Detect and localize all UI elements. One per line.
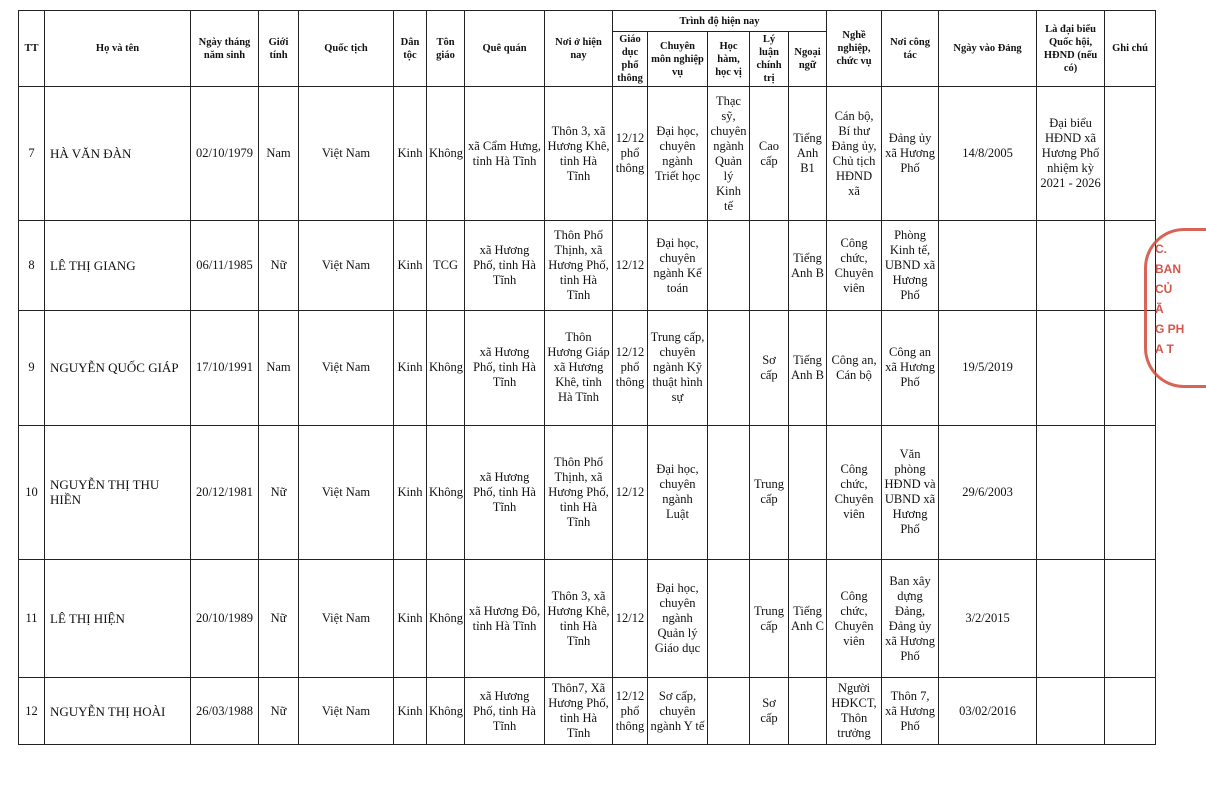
cell-dob: 02/10/1979 [191,87,259,221]
cell-nationality: Việt Nam [299,221,394,311]
cell-residence: Thôn Phố Thịnh, xã Hương Phố, tỉnh Hà Tĩnh [545,425,613,559]
cell-delegate: Đại biểu HĐND xã Hương Phố nhiệm kỳ 2021 - 2026 [1037,87,1105,221]
cell-ethnicity: Kinh [394,425,427,559]
cell-occupation: Người HĐKCT, Thôn trưởng [827,678,882,745]
cell-nationality: Việt Nam [299,87,394,221]
cell-academic-title [708,678,750,745]
cell-delegate [1037,311,1105,425]
cell-political-theory [750,221,789,311]
cell-party-date: 14/8/2005 [939,87,1037,221]
cell-academic-title: Thạc sỹ, chuyên ngành Quản lý Kinh tế [708,87,750,221]
header-nationality: Quốc tịch [299,11,394,87]
cell-note [1105,678,1156,745]
cell-name: NGUYỄN THỊ HOÀI [45,678,191,745]
header-residence: Nơi ở hiện nay [545,11,613,87]
cell-dob: 20/10/1989 [191,559,259,677]
cell-general-education: 12/12 [613,559,648,677]
header-general-education: Giáo dục phổ thông [613,32,648,87]
cell-residence: Thôn Phố Thịnh, xã Hương Phố, tỉnh Hà Tĩnh [545,221,613,311]
cell-dob: 26/03/1988 [191,678,259,745]
cell-specialty: Đại học, chuyên ngành Quản lý Giáo dục [648,559,708,677]
header-academic-title: Học hàm, học vị [708,32,750,87]
cell-note [1105,87,1156,221]
seal-text: G PH [1155,322,1185,336]
seal-text: CỦ [1155,282,1173,296]
cell-occupation: Công chức, Chuyên viên [827,221,882,311]
cell-specialty: Đại học, chuyên ngành Triết học [648,87,708,221]
cell-foreign-language [789,678,827,745]
seal-text: Ã [1155,302,1164,316]
cell-name: NGUYỄN THỊ THU HIỀN [45,425,191,559]
header-workplace: Nơi công tác [882,11,939,87]
cell-tt: 11 [19,559,45,677]
candidate-roster-table [18,10,1156,745]
cell-nationality: Việt Nam [299,559,394,677]
cell-political-theory: Sơ cấp [750,678,789,745]
header-occupation: Nghề nghiệp, chức vụ [827,11,882,87]
cell-specialty: Đại học, chuyên ngành Kế toán [648,221,708,311]
cell-nationality: Việt Nam [299,425,394,559]
cell-tt: 12 [19,678,45,745]
cell-dob: 17/10/1991 [191,311,259,425]
cell-ethnicity: Kinh [394,678,427,745]
cell-academic-title [708,559,750,677]
cell-religion: Không [427,678,465,745]
header-education-group: Trình độ hiện nay [613,11,827,32]
cell-ethnicity: Kinh [394,221,427,311]
cell-gender: Nữ [259,678,299,745]
cell-hometown: xã Hương Phố, tỉnh Hà Tĩnh [465,311,545,425]
cell-hometown: xã Hương Phố, tỉnh Hà Tĩnh [465,425,545,559]
cell-specialty: Sơ cấp, chuyên ngành Y tế [648,678,708,745]
cell-party-date [939,221,1037,311]
cell-foreign-language: Tiếng Anh B [789,311,827,425]
cell-name: LÊ THỊ GIANG [45,221,191,311]
cell-specialty: Đại học, chuyên ngành Luật [648,425,708,559]
cell-note [1105,559,1156,677]
roster-body [19,87,1156,745]
cell-religion: Không [427,425,465,559]
cell-name: HÀ VĂN ĐÀN [45,87,191,221]
seal-text: BAN [1155,262,1181,276]
cell-tt: 8 [19,221,45,311]
cell-hometown: xã Hương Phố, tỉnh Hà Tĩnh [465,678,545,745]
cell-workplace: Ban xây dựng Đảng, Đảng ủy xã Hương Phố [882,559,939,677]
header-tt: TT [19,11,45,87]
cell-occupation: Cán bộ, Bí thư Đảng ủy, Chủ tịch HĐND xã [827,87,882,221]
cell-delegate [1037,425,1105,559]
cell-academic-title [708,311,750,425]
cell-tt: 7 [19,87,45,221]
cell-workplace: Phòng Kinh tế, UBND xã Hương Phố [882,221,939,311]
cell-note [1105,425,1156,559]
cell-occupation: Công chức, Chuyên viên [827,425,882,559]
table-row [19,425,1156,559]
cell-occupation: Công an, Cán bộ [827,311,882,425]
table-row [19,221,1156,311]
cell-gender: Nữ [259,559,299,677]
header-political-theory: Lý luận chính trị [750,32,789,87]
official-seal [1144,228,1206,388]
cell-delegate [1037,559,1105,677]
header-foreign-language: Ngoại ngữ [789,32,827,87]
cell-occupation: Công chức, Chuyên viên [827,559,882,677]
header-name: Họ và tên [45,11,191,87]
cell-party-date: 29/6/2003 [939,425,1037,559]
cell-religion: Không [427,559,465,677]
cell-gender: Nam [259,311,299,425]
cell-workplace: Đảng ủy xã Hương Phố [882,87,939,221]
cell-academic-title [708,221,750,311]
cell-residence: Thôn7, Xã Hương Phố, tỉnh Hà Tĩnh [545,678,613,745]
cell-party-date: 3/2/2015 [939,559,1037,677]
table-row [19,678,1156,745]
cell-nationality: Việt Nam [299,678,394,745]
header-ethnicity: Dân tộc [394,11,427,87]
cell-dob: 06/11/1985 [191,221,259,311]
cell-nationality: Việt Nam [299,311,394,425]
cell-political-theory: Sơ cấp [750,311,789,425]
cell-workplace: Công an xã Hương Phố [882,311,939,425]
cell-general-education: 12/12 [613,221,648,311]
header-gender: Giới tính [259,11,299,87]
cell-tt: 10 [19,425,45,559]
cell-hometown: xã Cẩm Hưng, tỉnh Hà Tĩnh [465,87,545,221]
cell-political-theory: Trung cấp [750,425,789,559]
cell-name: NGUYỄN QUỐC GIÁP [45,311,191,425]
header-specialty: Chuyên môn nghiệp vụ [648,32,708,87]
table-row [19,87,1156,221]
cell-religion: Không [427,87,465,221]
seal-text: C. [1155,242,1167,256]
cell-general-education: 12/12 [613,425,648,559]
cell-ethnicity: Kinh [394,87,427,221]
header-hometown: Quê quán [465,11,545,87]
cell-workplace: Thôn 7, xã Hương Phố [882,678,939,745]
cell-dob: 20/12/1981 [191,425,259,559]
cell-hometown: xã Hương Đô, tỉnh Hà Tĩnh [465,559,545,677]
cell-political-theory: Cao cấp [750,87,789,221]
cell-residence: Thôn 3, xã Hương Khê, tỉnh Hà Tĩnh [545,559,613,677]
table-row [19,559,1156,677]
cell-ethnicity: Kinh [394,311,427,425]
header-row-top [19,11,1156,32]
cell-general-education: 12/12 phổ thông [613,87,648,221]
cell-gender: Nữ [259,425,299,559]
cell-delegate [1037,221,1105,311]
header-religion: Tôn giáo [427,11,465,87]
cell-religion: Không [427,311,465,425]
table-row [19,311,1156,425]
cell-specialty: Trung cấp, chuyên ngành Kỹ thuật hình sự [648,311,708,425]
cell-ethnicity: Kinh [394,559,427,677]
header-party-date: Ngày vào Đảng [939,11,1037,87]
header-delegate: Là đại biểu Quốc hội, HĐND (nếu có) [1037,11,1105,87]
cell-workplace: Văn phòng HĐND và UBND xã Hương Phố [882,425,939,559]
cell-academic-title [708,425,750,559]
cell-religion: TCG [427,221,465,311]
cell-tt: 9 [19,311,45,425]
cell-delegate [1037,678,1105,745]
cell-political-theory: Trung cấp [750,559,789,677]
cell-foreign-language [789,425,827,559]
cell-general-education: 12/12 phổ thông [613,311,648,425]
cell-general-education: 12/12 phổ thông [613,678,648,745]
cell-name: LÊ THỊ HIỆN [45,559,191,677]
cell-foreign-language: Tiếng Anh B [789,221,827,311]
seal-text: A T [1155,342,1174,356]
cell-party-date: 19/5/2019 [939,311,1037,425]
cell-hometown: xã Hương Phố, tỉnh Hà Tĩnh [465,221,545,311]
cell-foreign-language: Tiếng Anh B1 [789,87,827,221]
cell-gender: Nữ [259,221,299,311]
header-note: Ghi chú [1105,11,1156,87]
cell-party-date: 03/02/2016 [939,678,1037,745]
cell-residence: Thôn Hương Giáp xã Hương Khê, tỉnh Hà Tĩnh [545,311,613,425]
cell-foreign-language: Tiếng Anh C [789,559,827,677]
header-dob: Ngày tháng năm sinh [191,11,259,87]
cell-gender: Nam [259,87,299,221]
cell-residence: Thôn 3, xã Hương Khê, tỉnh Hà Tĩnh [545,87,613,221]
